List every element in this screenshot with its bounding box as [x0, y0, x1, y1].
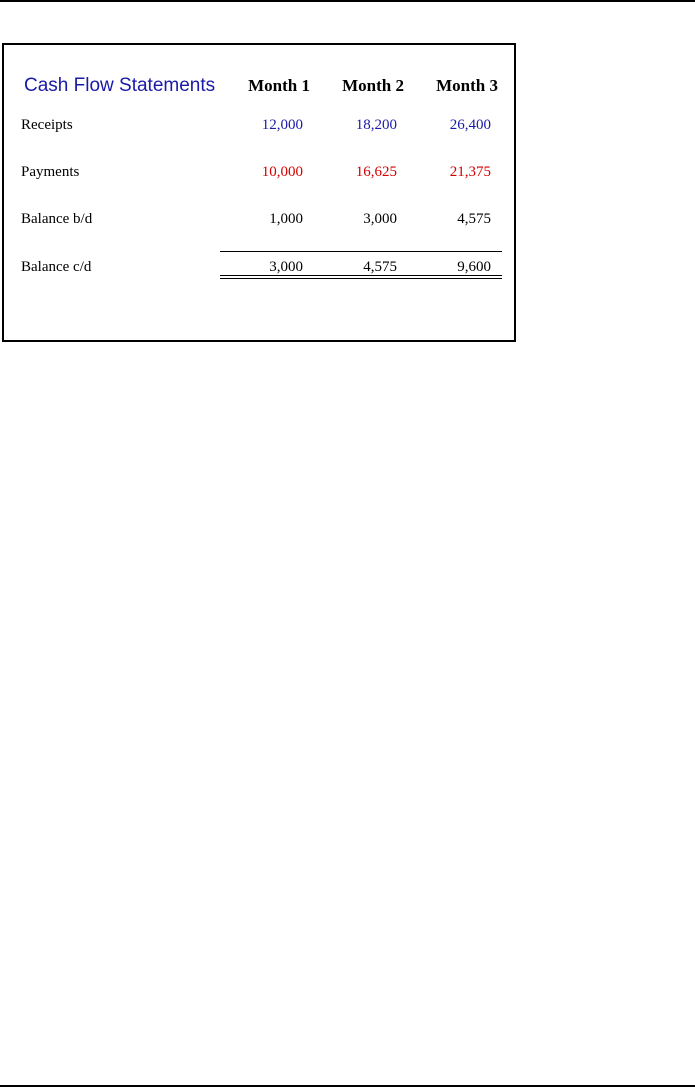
receipts-month-1: 12,000 [261, 117, 303, 133]
balance-cd-month-3: 9,600 [457, 259, 491, 275]
page-bottom-rule [0, 1085, 695, 1087]
payments-month-3: 21,375 [449, 164, 491, 180]
statement-title: Cash Flow Statements [24, 75, 216, 96]
balance-bd-month-2: 3,000 [363, 211, 397, 227]
column-header-month-2: Month 2 [342, 76, 404, 95]
column-header-month-1: Month 1 [248, 76, 310, 95]
page-top-rule [0, 0, 695, 2]
row-label-receipts: Receipts [21, 117, 73, 133]
row-label-balance-cd: Balance c/d [21, 259, 92, 275]
balance-bd-month-1: 1,000 [269, 211, 303, 227]
receipts-month-2: 18,200 [355, 117, 397, 133]
row-label-payments: Payments [21, 164, 80, 180]
total-double-rule-upper [220, 275, 502, 276]
subtotal-rule [220, 251, 502, 252]
total-double-rule-lower [220, 278, 502, 279]
receipts-month-3: 26,400 [449, 117, 491, 133]
balance-bd-month-3: 4,575 [457, 211, 491, 227]
cash-flow-statement-panel [2, 43, 516, 342]
balance-cd-month-1: 3,000 [269, 259, 303, 275]
row-label-balance-bd: Balance b/d [21, 211, 93, 227]
payments-month-1: 10,000 [261, 164, 303, 180]
payments-month-2: 16,625 [355, 164, 397, 180]
balance-cd-month-2: 4,575 [363, 259, 397, 275]
column-header-month-3: Month 3 [436, 76, 498, 95]
